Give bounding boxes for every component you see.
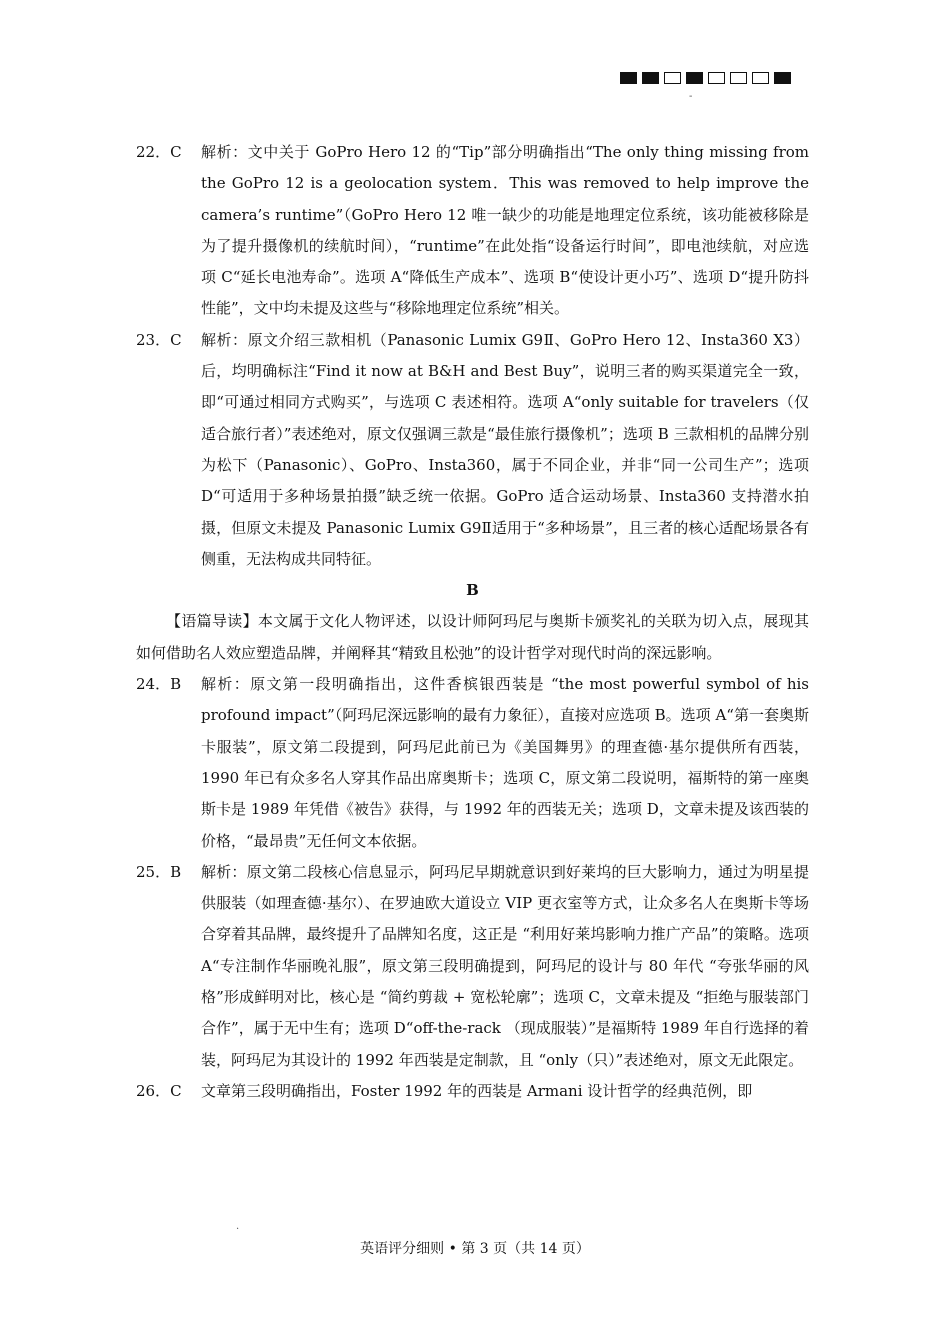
filled-box-mark	[620, 72, 637, 84]
filled-box-mark	[642, 72, 659, 84]
answer-item	[136, 325, 809, 575]
question-number: 22．C	[136, 143, 182, 161]
question-number: 26．C	[136, 1081, 182, 1100]
question-number: 25．B	[136, 862, 182, 881]
section-b-title: B	[466, 581, 479, 600]
footer-mark: .	[236, 1221, 240, 1232]
answer-item	[136, 857, 809, 1076]
explanation-text: 解析：文中关于 GoPro Hero 12 的“Tip”部分明确指出“The only thing missing from the GoPro 12 is a geolocation system．This was removed to help improve the camera’s runtime”（GoPro Hero 12 唯一缺少的功能是地理定位系统，该功能被移除是为了提升摄像机的续航时间），“runtime”在此处指“设备运行时间”，即电池续航，对应选项 C“延长电池寿命”。选项 A“降低生产成本”、选项 B“使设计更小巧”、选项 D“提升防抖性能”，文中均未提及这些与“移除地理定位系统”相关。	[201, 143, 809, 318]
explanation-text: 解析：原文第一段明确指出，这件香槟银西装是 “the most powerful symbol of his profound impact”（阿玛尼深远影响的最有力象征），直接对应选项 B。选项 A“第一套奥斯卡服装”，原文第二段提到，阿玛尼此前已为《美国舞男》的理查德·基尔提供所有西装，1990 年已有众多名人穿其作品出席奥斯卡；选项 C，原文第二段说明，福斯特的第一座奥斯卡是 1989 年凭借《被告》获得，与 1992 年的西装无关；选项 D，文章未提及该西装的价格，“最昂贵”无任何文本依据。	[201, 675, 809, 850]
filled-box-mark	[774, 72, 791, 84]
answer-item	[136, 137, 809, 325]
answer-item	[136, 669, 809, 857]
empty-box-mark	[752, 72, 769, 84]
answer-explanations	[136, 137, 809, 1107]
section-b-items	[136, 669, 809, 1107]
explanation-text: 解析：原文第二段核心信息显示，阿玛尼早期就意识到好莱坞的巨大影响力，通过为明星提供服装（如理查德·基尔）、在罗迪欧大道设立 VIP 更衣室等方式，让众多名人在奥斯卡等场合穿着其品牌，最终提升了品牌知名度，这正是 “利用好莱坞影响力推广产品”的策略。选项 A“专注制作华丽晚礼服”，原文第三段明确提到，阿玛尼的设计与 80 年代 “夸张华丽的风格”形成鲜明对比，核心是 “简约剪裁 + 宽松轮廓”；选项 C，文章未提及 “拒绝与服装部门合作”，属于无中生有；选项 D“off-the-rack （现成服装）”是福斯特 1989 年自行选择的着装，阿玛尼为其设计的 1992 年西装是定制款，且 “only（只）”表述绝对，原文无此限定。	[201, 862, 809, 1069]
explanation-text: 文章第三段明确指出，Foster 1992 年的西装是 Armani 设计哲学的经典范例，即	[201, 1081, 753, 1100]
empty-box-mark	[730, 72, 747, 84]
answer-item	[136, 1076, 809, 1107]
explanation-text: 解析：原文介绍三款相机（Panasonic Lumix G9Ⅱ、GoPro Hero 12、Insta360 X3）后，均明确标注“Find it now at B&H and Best Buy”，说明三者的购买渠道完全一致，即“可通过相同方式购买”，与选项 C 表述相符。选项 A“only suitable for travelers（仅适合旅行者）”表述绝对，原文仅强调三款是“最佳旅行摄像机”；选项 B 三款相机的品牌分别为松下（Panasonic）、GoPro、Insta360，属于不同企业，并非“同一公司生产”；选项 D“可适用于多种场景拍摄”缺乏统一依据。GoPro 适合运动场景、Insta360 支持潜水拍摄，但原文未提及 Panasonic Lumix G9Ⅱ适用于“多种场景”，且三者的核心适配场景各有侧重，无法构成共同特征。	[201, 330, 809, 568]
question-number: 23．C	[136, 330, 182, 349]
filled-box-mark	[686, 72, 703, 84]
header-mark: -	[689, 91, 693, 102]
section-a-items	[136, 137, 809, 575]
empty-box-mark	[708, 72, 725, 84]
question-number: 24．B	[136, 675, 182, 694]
header-box-pattern	[620, 72, 791, 84]
page-footer: 英语评分细则 • 第 3 页（共 14 页）	[360, 1241, 590, 1257]
section-b-intro: 【语篇导读】本文属于文化人物评述，以设计师阿玛尼与奥斯卡颁奖礼的关联为切入点，展现其如何借助名人效应塑造品牌，并阐释其“精致且松弛”的设计哲学对现代时尚的深远影响。	[136, 612, 809, 662]
empty-box-mark	[664, 72, 681, 84]
